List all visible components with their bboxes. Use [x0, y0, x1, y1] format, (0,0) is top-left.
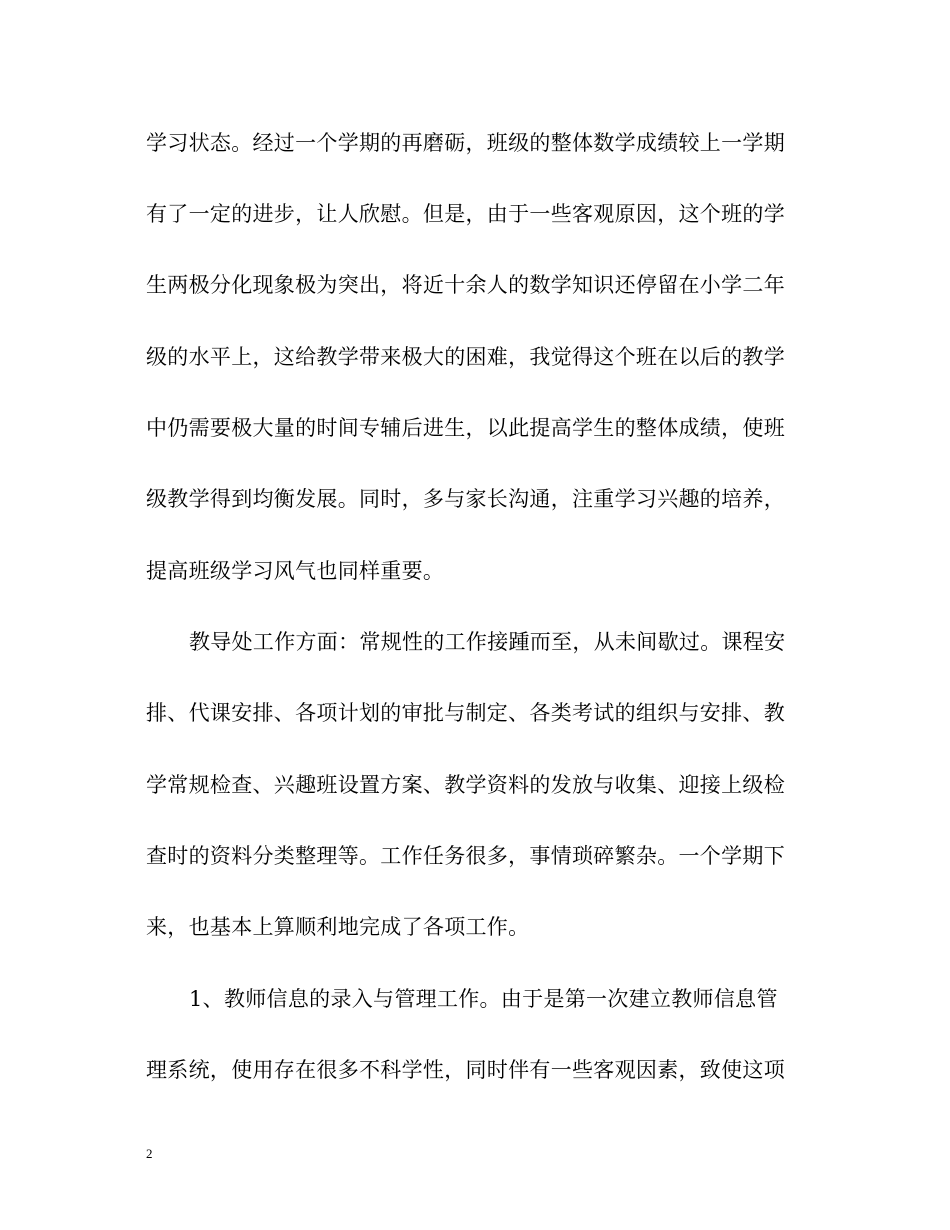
text-line-12: 来，也基本上算顺利地完成了各项工作。	[146, 915, 530, 939]
text-line-7: 提高班级学习风气也同样重要。	[146, 559, 445, 583]
text-line-2: 有了一定的进步，让人欣慰。但是，由于一些客观原因，这个班的学	[146, 202, 785, 226]
text-line-13: 1、教师信息的录入与管理工作。由于是第一次建立教师信息管	[189, 987, 778, 1011]
text-line-10: 学常规检查、兴趣班设置方案、教学资料的发放与收集、迎接上级检	[146, 773, 785, 797]
text-line-6: 级教学得到均衡发展。同时，多与家长沟通，注重学习兴趣的培养，	[146, 487, 785, 511]
text-line-4: 级的水平上，这给教学带来极大的困难，我觉得这个班在以后的教学	[146, 345, 785, 369]
page-number: 2	[146, 1146, 153, 1161]
text-line-1: 学习状态。经过一个学期的再磨砺，班级的整体数学成绩较上一学期	[146, 131, 785, 155]
text-line-5: 中仍需要极大量的时间专辅后进生，以此提高学生的整体成绩，使班	[146, 416, 785, 440]
text-line-9: 排、代课安排、各项计划的审批与制定、各类考试的组织与安排、教	[146, 701, 785, 725]
text-line-8: 教导处工作方面：常规性的工作接踵而至，从未间歇过。课程安	[189, 630, 786, 654]
text-line-3: 生两极分化现象极为突出，将近十余人的数学知识还停留在小学二年	[146, 273, 785, 297]
text-line-11: 查时的资料分类整理等。工作任务很多，事情琐碎繁杂。一个学期下	[146, 844, 785, 868]
text-line-14: 理系统，使用存在很多不科学性，同时伴有一些客观因素，致使这项	[146, 1058, 785, 1082]
